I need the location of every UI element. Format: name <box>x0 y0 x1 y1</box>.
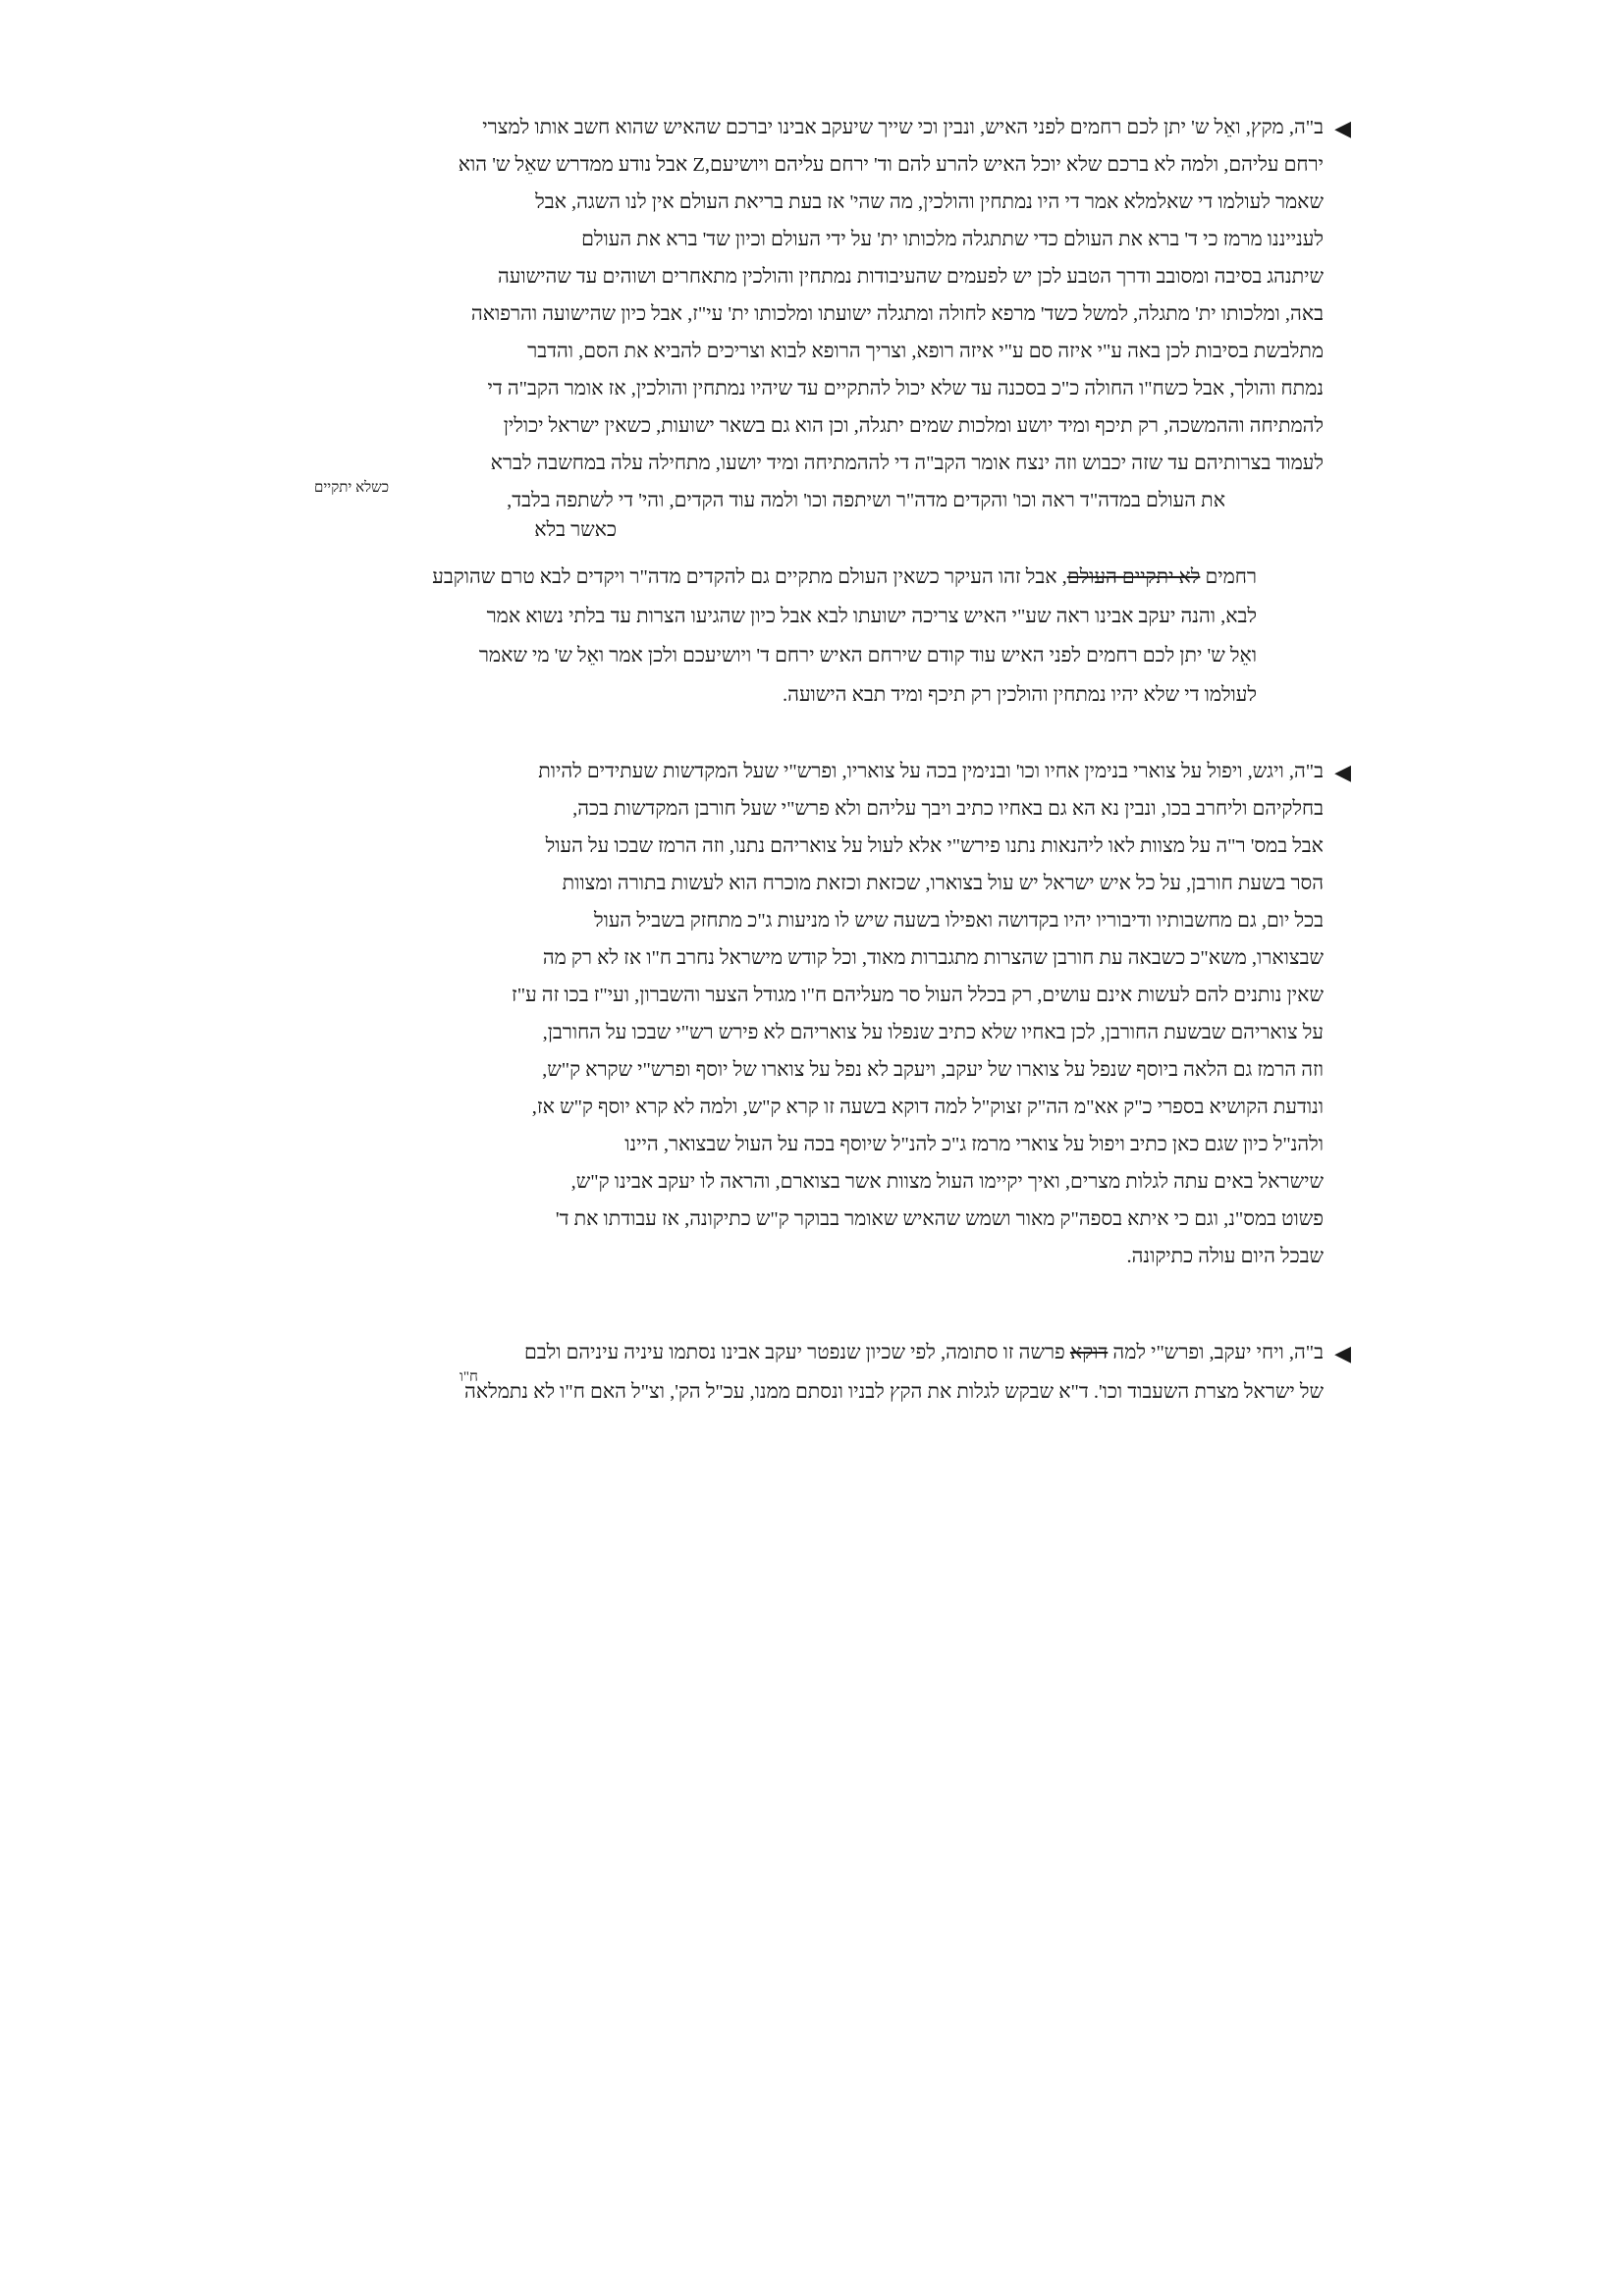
text-line: אבל במס' ר"ה על מצוות לאו ליהנאות נתנו פירש"י אלא לעול על צואריהם נתנו, וזה הרמז שבכו על העול <box>545 835 1324 857</box>
text-line: שבכל היום עולה כתיקונה. <box>1126 1246 1324 1267</box>
text-line: בחלקיהם וליחרב בכו, ונבין נא הא גם באחיו כתיב ויבך עליהם ולא פרש"י שעל חורבן המקדשות בכה, <box>572 798 1324 820</box>
bullet-marker-icon: ◀ <box>1334 116 1351 140</box>
text-line: שאין נותנים להם לעשות אינם עושים, רק בכלל העול סר מעליהם ח"ו מגודל הצער והשברון, ועי"ז בכו זה ע"ז <box>511 985 1324 1006</box>
text-line: פשוט במס"נ, וגם כי איתא בספה"ק מאור ושמש שהאיש שאומר בבוקר ק"ש כתיקונה, אז עבודתו את ד' <box>555 1208 1324 1230</box>
text-line: שישראל באים עתה לגלות מצרים, ואיך יקיימו העול מצוות אשר בצוארם, והראה לו יעקב אבינו ק"ש, <box>570 1171 1324 1193</box>
margin-note: כשלא יתקיים <box>314 480 390 496</box>
text-line: לענייננו מרמז כי ד' ברא את העולם כדי שתתגלה מלכותו ית' על ידי העולם וכיון שד' ברא את העולם <box>581 229 1324 250</box>
text-line: שבצוארו, משא"כ כשבאה עת חורבן שהצרות מתגברות מאוד, וכל קודש מישראל נחרב ח"ו אז לא רק מה <box>542 947 1324 969</box>
entry-vayigash <box>314 754 1351 1304</box>
text-line: ולהנ"ל כיון שגם כאן כתיב ויפול על צוארי מרמז ג"כ להנ"ל שיוסף בכה על העול שבצואר, היינו <box>624 1134 1324 1155</box>
text-line: לבא, והנה יעקב אבינו ראה שע"י האיש צריכה ישועתו לבא אבל כיון שהגיעו הצרות עד בלתי נשוא אמר <box>486 606 1257 627</box>
text-line: ב"ה, ויחי יעקב, ופרש"י למה דוקא פרשה זו סתומה, לפי שכיון שנפטר יעקב אבינו נסתמו עיניה עיניהם ולבם <box>523 1342 1324 1363</box>
text-line: להמתיחה וההמשכה, רק תיכף ומיד יושע ומלכות שמים יתגלה, וכן הוא גם בשאר ישועות, כשאין ישראל יכולין <box>503 415 1324 437</box>
text-line: של ישראל מצרת השעבוד וכו'. ד"א שבקש לגלות את הקץ לבניו ונסתם ממנו, עכ"ל הק', וצ"ל האם ח"ו לא נתמלאה <box>464 1381 1324 1403</box>
text-line: על צואריהם שבשעת החורבן, לכן באחיו שלא כתיב שנפלו על צואריהם לא פירש רש"י שבכו על החורבן, <box>542 1022 1324 1043</box>
entry-miketz <box>314 110 1351 728</box>
text-line: כאשר בלא <box>534 519 617 541</box>
text-line: שאמר לעולמו די שאלמלא אמר די היו נמתחין והולכין, מה שהי' אז בעת בריאת העולם אין לנו השגה, אבל <box>535 191 1324 213</box>
text-line: ב"ה, מקץ, ואֵל ש' יתן לכם רחמים לפני האיש, ונבין וכי שייך שיעקב אבינו יברכם שהאיש שהוא חשב אותו למצרי <box>482 117 1324 138</box>
entry-vayechi <box>314 1335 1351 1433</box>
text-line: ונודעת הקושיא בספרי כ"ק אא"מ הה"ק זצוק"ל למה דוקא בשעה זו קרא ק"ש, ולמה לא קרא יוסף ק"ש אז, <box>531 1096 1324 1118</box>
text-line: נמתח והולך, אבל כשח"ו החולה כ"כ בסכנה עד שלא יכול להתקיים עד שיהיו נמתחין והולכין, אז אומר הקב"ה די <box>487 378 1324 400</box>
text-line: באה, ומלכותו ית' מתגלה, למשל כשד' מרפא לחולה ומתגלה ישועתו ומלכותו ית' עי"ז, אבל כיון שהישועה והרפואה <box>470 303 1324 325</box>
text-line: ירחם עליהם, ולמה לא ברכם שלא יוכל האיש להרע להם וד' ירחם עליהם ויושיעם,Z אבל נודע ממדרש שאֵל ש' הוא <box>458 154 1324 176</box>
text-line: רחמים לא יתקיים העולם, אבל זהו העיקר כשאין העולם מתקיים גם להקדים מדה"ר ויקדים לבא טרם שהוקבע <box>432 566 1257 588</box>
text-line: מתלבשת בסיבות לכן באה ע"י איזה סם ע"י איזה רופא, וצריך הרופא לבוא וצריכים להביא את הסם, והדבר <box>527 341 1324 362</box>
text-line: שיתנהג בסיבה ומסובב ודרך הטבע לכן יש לפעמים שהעיבודות נמתחין והולכין מתאחרים ושוהים עד שהישועה <box>497 266 1324 288</box>
text-line: ב"ה, ויגש, ויפול על צוארי בנימין אחיו וכו' ובנימין בכה על צואריו, ופרש"י שעל המקדשות שעתידים להיות <box>538 761 1324 782</box>
bullet-marker-icon: ◀ <box>1334 760 1351 784</box>
text-line: את העולם במדה"ד ראה וכו' והקדים מדה"ר ושיתפה וכו' ולמה עוד הקדים, והי' די לשתפה בלבד, <box>507 490 1225 511</box>
text-line: וזה הרמז גם הלאה ביוסף שנפל על צוארו של יעקב, ויעקב לא נפל על צוארו של יוסף ופרש"י שקרא ק"ש, <box>542 1059 1324 1081</box>
text-line: לעמוד בצרותיהם עד שזה יכבוש וזה ינצח אומר הקב"ה די לההמתיחה ומיד יושעו, מתחילה עלה במחשבה לברא <box>490 453 1324 474</box>
text-line: בכל יום, גם מחשבותיו ודיבוריו יהיו בקדושה ואפילו בשעה שיש לו מניעות ג"כ מתחזק בשביל העול <box>593 910 1324 932</box>
bullet-marker-icon: ◀ <box>1334 1341 1351 1365</box>
text-line: ואֵל ש' יתן לכם רחמים לפני האיש עוד קודם שירחם האיש ירחם ד' ויושיעכם ולכן אמר ואֵל ש' מי שאמר <box>478 645 1257 667</box>
margin-note: ח"ו <box>460 1369 478 1385</box>
text-line: לעולמו די שלא יהיו נמתחין והולכין רק תיכף ומיד תבא הישועה. <box>783 684 1257 706</box>
text-line: הסר בשעת חורבן, על כל איש ישראל יש עול בצוארו, שכזאת וכזאת מוכרח הוא לעשות בתורה ומצוות <box>562 873 1324 894</box>
